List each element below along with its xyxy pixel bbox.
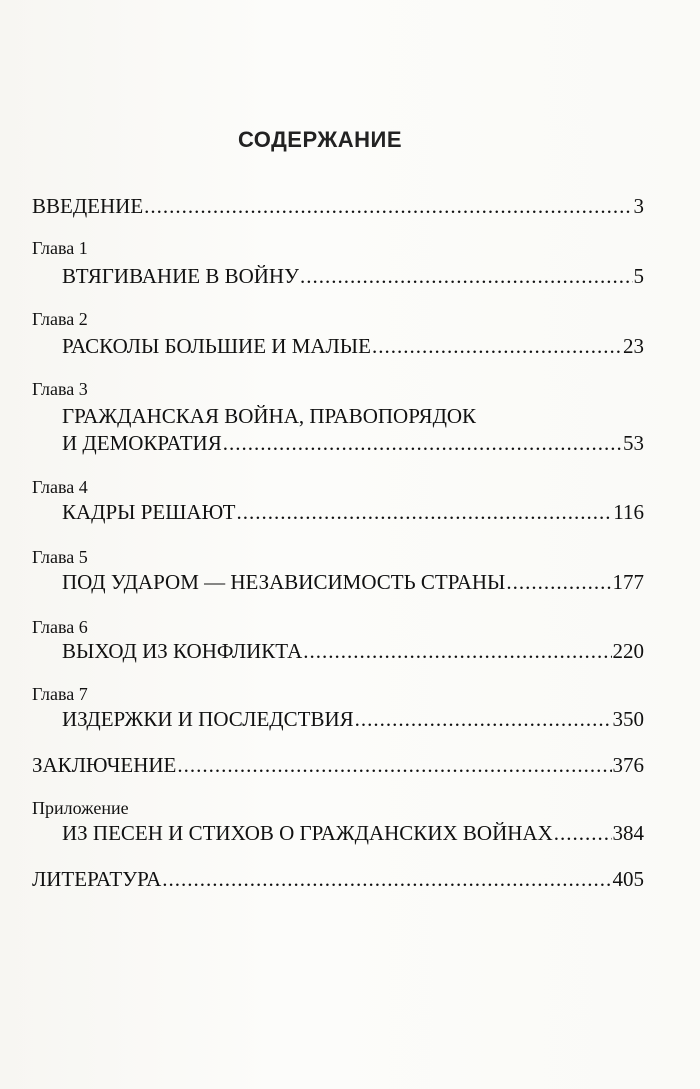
toc-entry-title: ЗАКЛЮЧЕНИЕ bbox=[32, 753, 177, 777]
toc-entry-conclusion[interactable] bbox=[32, 753, 644, 781]
toc-entry-chapter-7[interactable] bbox=[62, 707, 644, 735]
toc-entry-page: 350 bbox=[612, 707, 644, 731]
chapter-label: Глава 1 bbox=[32, 238, 88, 258]
dot-leader bbox=[303, 639, 611, 664]
dot-leader bbox=[223, 431, 622, 456]
toc-entry-chapter-6[interactable] bbox=[62, 639, 644, 667]
toc-entry-title: РАСКОЛЫ БОЛЬШИЕ И МАЛЫЕ bbox=[62, 334, 371, 358]
dot-leader bbox=[162, 867, 611, 892]
chapter-label: Глава 2 bbox=[32, 309, 88, 329]
toc-entry-page: 3 bbox=[633, 194, 644, 218]
toc-entry-chapter-2[interactable] bbox=[62, 334, 644, 362]
toc-entry-intro[interactable] bbox=[32, 194, 644, 222]
toc-entry-title: ПОД УДАРОМ — НЕЗАВИСИМОСТЬ СТРАНЫ bbox=[62, 570, 506, 594]
toc-entry-chapter-3[interactable] bbox=[62, 431, 644, 459]
toc-entry-title-line1: ГРАЖДАНСКАЯ ВОЙНА, ПРАВОПОРЯДОК bbox=[62, 404, 477, 428]
dot-leader bbox=[144, 194, 632, 219]
toc-entry-page: 23 bbox=[623, 334, 644, 358]
toc-entry-page: 220 bbox=[612, 639, 644, 663]
toc-entry-chapter-5[interactable] bbox=[62, 570, 644, 598]
toc-entry-page: 5 bbox=[633, 264, 644, 288]
toc-entry-title: ИЗДЕРЖКИ И ПОСЛЕДСТВИЯ bbox=[62, 707, 354, 731]
dot-leader bbox=[372, 334, 622, 359]
dot-leader bbox=[177, 753, 611, 778]
chapter-label: Глава 6 bbox=[32, 617, 88, 637]
dot-leader bbox=[554, 821, 612, 846]
toc-entry-title: ЛИТЕРАТУРА bbox=[32, 867, 162, 891]
toc-entry-title: ВЫХОД ИЗ КОНФЛИКТА bbox=[62, 639, 303, 663]
toc-entry-page: 384 bbox=[612, 821, 644, 845]
toc-entry-chapter-4[interactable] bbox=[62, 500, 644, 528]
toc-entry-title: ВТЯГИВАНИЕ В ВОЙНУ bbox=[62, 264, 299, 288]
toc-entry-page: 116 bbox=[613, 500, 644, 524]
toc-entry-chapter-1[interactable] bbox=[62, 264, 644, 292]
toc-entry-page: 405 bbox=[612, 867, 644, 891]
dot-leader bbox=[506, 570, 611, 595]
page-title: СОДЕРЖАНИЕ bbox=[237, 127, 403, 152]
dot-leader bbox=[237, 500, 613, 525]
toc-entry-title: ВВЕДЕНИЕ bbox=[32, 194, 144, 218]
dot-leader bbox=[300, 264, 633, 289]
toc-entry-page: 53 bbox=[623, 431, 644, 455]
toc-entry-title-line2: И ДЕМОКРАТИЯ bbox=[62, 431, 222, 455]
toc-entry-title: КАДРЫ РЕШАЮТ bbox=[62, 500, 236, 524]
dot-leader bbox=[355, 707, 612, 732]
chapter-label: Глава 4 bbox=[32, 477, 88, 497]
toc-entry-appendix[interactable] bbox=[62, 821, 644, 849]
chapter-label: Глава 3 bbox=[32, 379, 88, 399]
toc-entry-page: 177 bbox=[612, 570, 644, 594]
toc-entry-page: 376 bbox=[612, 753, 644, 777]
appendix-label: Приложение bbox=[32, 798, 129, 818]
chapter-label: Глава 5 bbox=[32, 547, 88, 567]
toc-entry-literature[interactable] bbox=[32, 867, 644, 895]
toc-entry-title: ИЗ ПЕСЕН И СТИХОВ О ГРАЖДАНСКИХ ВОЙНАХ bbox=[62, 821, 553, 845]
chapter-label: Глава 7 bbox=[32, 684, 88, 704]
